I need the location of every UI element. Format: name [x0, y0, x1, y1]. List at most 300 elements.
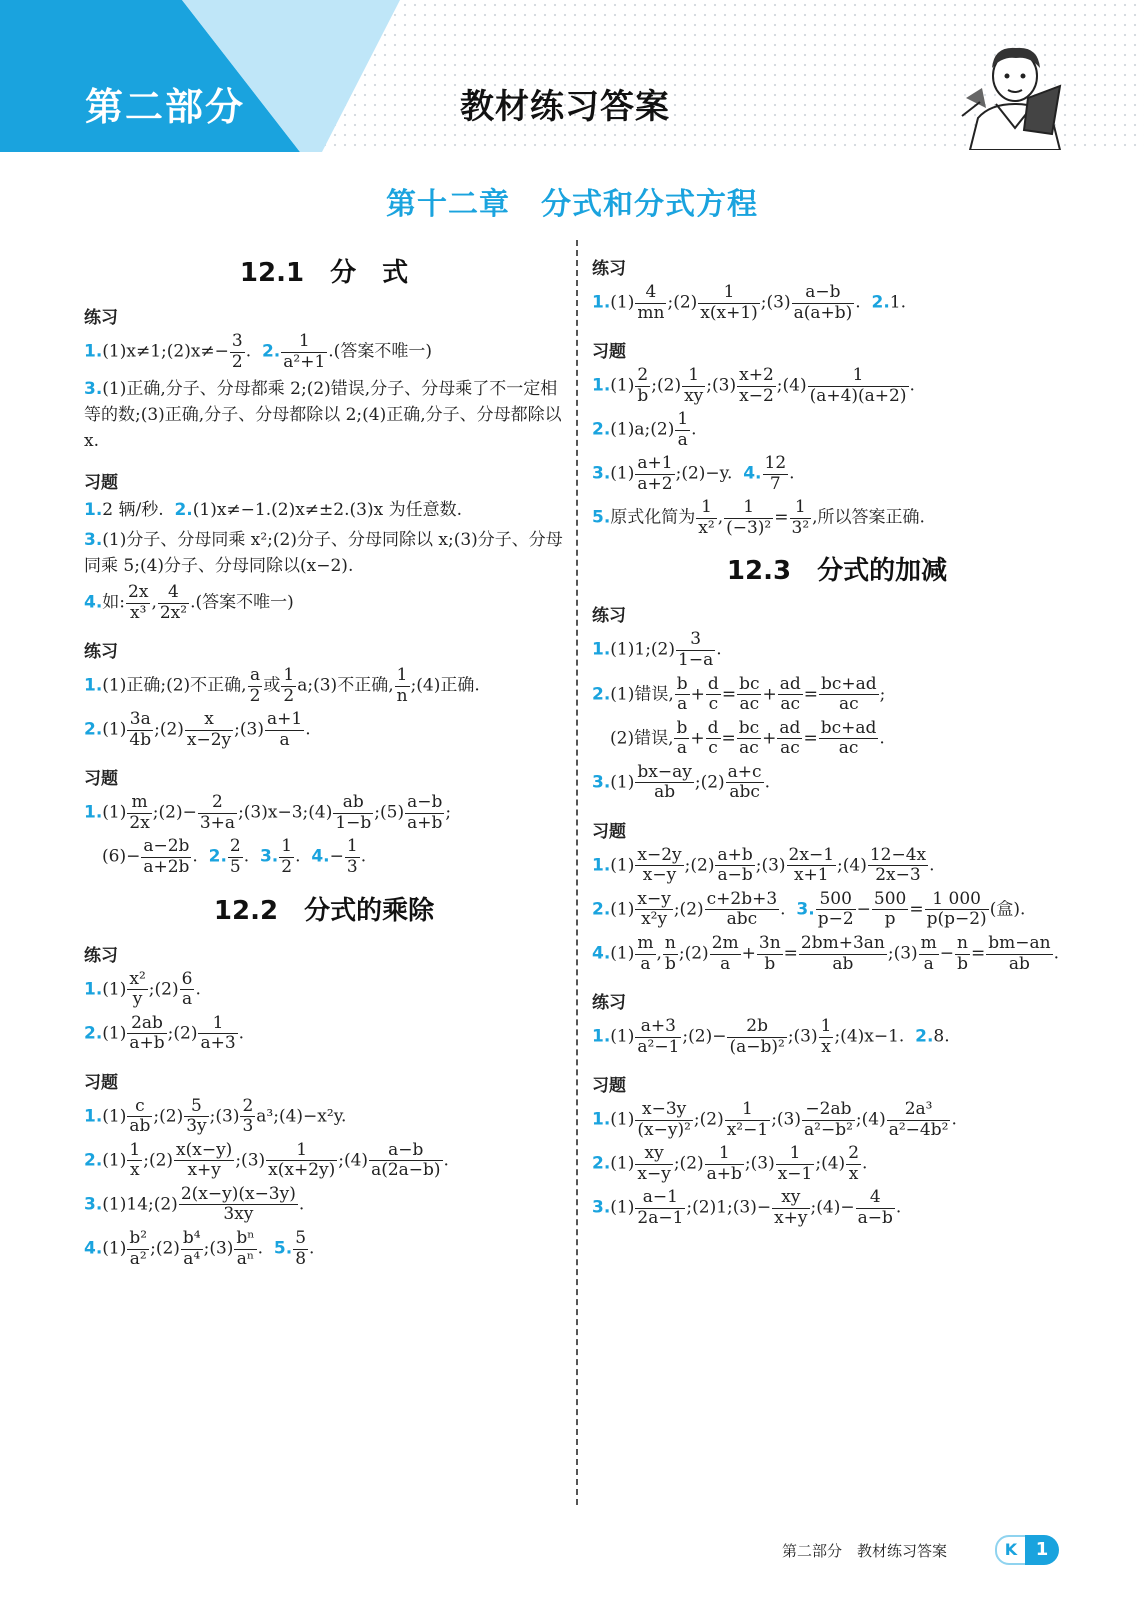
page-header — [0, 0, 1144, 152]
answer-text: ;(2) — [693, 1109, 724, 1130]
answer-line — [84, 970, 564, 1010]
answer-text: . — [862, 1153, 868, 1174]
answer-text: + — [690, 728, 705, 749]
fraction — [405, 793, 444, 833]
numerator: a−2b — [143, 836, 190, 857]
answer-text: ;(2) — [673, 1153, 704, 1174]
fraction — [281, 666, 296, 706]
denominator: 2a−1 — [637, 1207, 684, 1228]
fraction — [705, 1144, 744, 1184]
answer-text: = — [721, 728, 736, 749]
numerator: 3a — [127, 710, 153, 731]
fraction — [737, 366, 776, 406]
numerator: 500 — [873, 888, 907, 909]
numerator: 4 — [856, 1188, 895, 1209]
answer-text: ;(2) — [150, 1238, 180, 1259]
denominator: b — [664, 953, 676, 974]
denominator: 8 — [295, 1248, 307, 1269]
answer-text: (1) — [102, 802, 127, 823]
answer-text: ;(3) — [209, 1106, 240, 1127]
denominator: abc — [726, 909, 758, 930]
fraction — [846, 1144, 861, 1184]
numerator: 1 — [808, 366, 909, 387]
answer-text: − — [856, 899, 871, 920]
answer-number: 1. — [592, 640, 611, 661]
answer-text: ;(4) — [837, 855, 867, 876]
answer-number: 2. — [871, 292, 890, 313]
fraction — [228, 837, 243, 877]
fraction — [126, 583, 150, 623]
fraction — [778, 675, 803, 715]
denominator: x² — [698, 517, 715, 538]
denominator: a — [181, 989, 193, 1010]
answer-line — [84, 1229, 564, 1269]
denominator: a²−b² — [804, 1119, 853, 1140]
denominator: (a+4)(a+2) — [809, 385, 907, 406]
numerator: b⁴ — [182, 1228, 201, 1249]
answer-text: = — [721, 684, 737, 705]
numerator: 2m — [711, 933, 739, 954]
answer-line — [84, 332, 564, 372]
answer-number: 1. — [84, 979, 103, 1000]
numerator: bx−ay — [637, 761, 692, 782]
answer-text: (1) — [610, 899, 635, 920]
answer-line — [592, 498, 1082, 538]
fraction — [787, 846, 836, 886]
numerator: a+1 — [637, 453, 673, 474]
answer-number: 1. — [84, 341, 103, 362]
answer-text: + — [690, 684, 705, 705]
numerator: 2(x−y)(x−3y) — [180, 1183, 296, 1204]
denominator: (−3)² — [726, 517, 772, 538]
numerator: a+b — [717, 844, 753, 865]
fraction — [808, 366, 909, 406]
fraction — [986, 934, 1052, 974]
fraction — [705, 890, 780, 930]
section-title-12-2: 12.2 分式的乘除 — [213, 895, 435, 926]
denominator: a²−1 — [637, 1036, 680, 1057]
numerator: bc+ad — [821, 673, 877, 694]
answer-number: 3. — [796, 899, 815, 920]
fraction — [724, 498, 773, 538]
answer-text: ;(2) — [667, 292, 698, 313]
answer-line — [592, 454, 1082, 494]
answer-text: . — [443, 1150, 449, 1171]
numerator: b — [676, 717, 688, 738]
answer-text: (1)x≠1;(2)x≠− — [102, 341, 229, 362]
answer-number: 2. — [592, 684, 611, 705]
fraction — [763, 454, 789, 494]
answer-text: . — [929, 855, 935, 876]
section-tag: 第二部分 — [85, 85, 246, 129]
denominator: 2 — [283, 685, 295, 706]
numerator: bm−an — [988, 933, 1051, 954]
answer-text: , — [656, 943, 662, 964]
subheading-exercises: 习题 — [592, 342, 626, 363]
denominator: 2x−3 — [875, 865, 921, 886]
denominator: a²+1 — [283, 351, 326, 372]
numerator: 1 — [682, 366, 705, 387]
numerator: 3n — [758, 933, 781, 954]
answer-text: ;(3) — [771, 1109, 801, 1130]
denominator: c — [708, 738, 718, 759]
fraction — [127, 1097, 152, 1137]
answer-number: 1. — [592, 375, 611, 396]
mascot-icon — [960, 38, 1070, 150]
fraction — [715, 846, 754, 886]
answer-text: 2 辆/秒. — [102, 500, 164, 521]
denominator: x(x+2y) — [268, 1160, 336, 1181]
numerator: x−y — [637, 888, 671, 909]
numerator: m — [920, 933, 937, 954]
fraction — [127, 1229, 149, 1269]
answer-text: 1. — [889, 292, 907, 313]
fraction — [635, 763, 693, 803]
denominator: 3xy — [223, 1204, 254, 1225]
denominator: p(p−2) — [926, 909, 987, 930]
answer-text: (1)错误, — [610, 684, 674, 705]
numerator: −2ab — [802, 1100, 855, 1121]
numerator: n — [664, 933, 676, 954]
fraction — [635, 934, 655, 974]
denominator: 1−b — [335, 812, 372, 833]
numerator: x+2 — [739, 365, 774, 386]
page-title: 教材练习答案 — [460, 87, 670, 127]
numerator: a+c — [727, 761, 762, 782]
answer-text: ;(3) — [760, 292, 791, 313]
fraction — [198, 1014, 237, 1054]
answer-text: 或 — [263, 675, 281, 696]
answer-number: 3. — [259, 847, 279, 868]
fraction — [663, 934, 678, 974]
numerator: ad — [779, 717, 801, 738]
fraction — [395, 666, 410, 706]
answer-text: = — [909, 899, 924, 920]
answer-text: . — [691, 419, 697, 440]
numerator: 2 — [198, 793, 237, 814]
denominator: ab — [129, 1116, 151, 1137]
subheading-exercises: 习题 — [84, 769, 118, 790]
numerator: bc+ad — [820, 717, 877, 738]
numerator: a−1 — [635, 1188, 685, 1209]
denominator: b — [957, 953, 968, 974]
fraction — [790, 498, 812, 538]
answer-text: ;(2) — [651, 375, 682, 396]
numerator: xy — [635, 1144, 672, 1165]
answer-text: = — [774, 507, 789, 528]
subheading-exercises: 习题 — [592, 821, 626, 842]
answer-text: (2)错误, — [610, 728, 674, 749]
denominator: 2 — [281, 857, 293, 878]
numerator: d — [707, 673, 719, 694]
fraction — [279, 837, 294, 877]
numerator: 1 — [705, 1144, 744, 1165]
answer-line — [592, 846, 1082, 886]
subheading-exercises: 习题 — [84, 473, 118, 494]
answer-number: 3. — [592, 772, 611, 793]
answer-text: (1) — [610, 772, 635, 793]
answer-text: (1)a;(2) — [610, 419, 675, 440]
fraction — [725, 1100, 770, 1140]
denominator: a — [677, 429, 688, 450]
denominator: ac — [838, 738, 859, 759]
right-column — [592, 240, 1082, 1233]
answer-number: 2. — [592, 419, 611, 440]
numerator: 1 — [696, 498, 716, 519]
answer-text: (1) — [102, 1238, 127, 1259]
denominator: x−y — [642, 865, 677, 886]
answer-text: ; — [879, 684, 886, 705]
denominator: 3 — [242, 1116, 254, 1137]
answer-text: (1) — [610, 943, 635, 964]
answer-text: . — [309, 1238, 315, 1259]
fraction — [955, 934, 970, 974]
numerator: 1 — [820, 1016, 832, 1037]
answer-line — [592, 630, 1082, 670]
denominator: x(x+1) — [700, 302, 758, 323]
numerator: 5 — [184, 1097, 208, 1118]
answer-text: ;(3) — [755, 855, 786, 876]
fraction — [776, 1144, 815, 1184]
answer-number: 4. — [84, 592, 103, 613]
answer-number: 3. — [592, 1197, 611, 1218]
answer-text: . — [895, 1197, 902, 1218]
answer-text: . — [243, 847, 250, 868]
numerator: ab — [333, 793, 373, 814]
denominator: 4b — [129, 729, 152, 750]
answer-text: ;(3)x−3;(4) — [238, 802, 333, 823]
fraction — [682, 366, 705, 406]
numerator: 12−4x — [869, 844, 927, 865]
denominator: y — [132, 989, 143, 1010]
subheading-practice: 练习 — [84, 642, 118, 663]
denominator: b — [764, 953, 776, 974]
fraction — [185, 710, 233, 750]
numerator: 12 — [764, 453, 787, 474]
answer-number: 3. — [592, 463, 611, 484]
subheading-exercises: 习题 — [592, 1076, 626, 1097]
denominator: a — [279, 729, 290, 750]
answer-text: ;(2)1;(3)− — [686, 1197, 772, 1218]
fraction — [184, 1097, 208, 1137]
fraction — [706, 719, 721, 759]
answer-number: 1. — [592, 1109, 611, 1130]
denominator: p−2 — [817, 909, 854, 930]
denominator: c — [708, 694, 719, 715]
numerator: a−b — [792, 283, 855, 304]
answer-text: . — [764, 772, 770, 793]
answer-number: 1. — [84, 675, 103, 696]
fraction — [635, 846, 683, 886]
fraction — [737, 719, 761, 759]
answer-text: . — [360, 847, 367, 868]
numerator: x — [185, 710, 233, 731]
page-number: 1 — [1025, 1535, 1059, 1565]
answer-number: 2. — [915, 1026, 934, 1047]
numerator: bc — [739, 673, 760, 694]
chapter-title: 第十二章 分式和分式方程 — [386, 187, 758, 222]
numerator: 2 — [242, 1095, 254, 1116]
answer-number: 4. — [84, 1238, 103, 1259]
answer-text: , — [717, 507, 724, 528]
numerator: 1 — [281, 332, 327, 353]
denominator: a+b — [706, 1163, 742, 1184]
numerator: 1 — [395, 666, 410, 687]
answer-text: (1) — [610, 1153, 635, 1174]
numerator: 1 — [725, 1100, 770, 1121]
fraction — [635, 283, 666, 323]
fraction — [333, 793, 373, 833]
fraction — [635, 1100, 693, 1140]
denominator: a+b — [407, 812, 443, 833]
numerator: 4 — [635, 283, 666, 304]
fraction — [265, 710, 304, 750]
denominator: 3 — [346, 857, 358, 878]
answer-text: (1)x≠−1.(2)x≠±2.(3)x 为任意数. — [192, 500, 462, 521]
fraction — [635, 890, 672, 930]
numerator: 1 — [281, 836, 293, 857]
denominator: xy — [684, 385, 704, 406]
denominator: x — [848, 1163, 859, 1184]
numerator: 500 — [816, 890, 856, 911]
answer-text: (1)14;(2) — [102, 1194, 178, 1215]
fraction — [676, 630, 715, 670]
denominator: ac — [739, 738, 759, 759]
answer-text: − — [939, 943, 955, 964]
fraction — [158, 583, 189, 623]
answer-text: ;(4)− — [810, 1197, 855, 1218]
numerator: 6 — [181, 968, 193, 989]
fraction — [819, 1017, 834, 1057]
denominator: mn — [637, 302, 665, 323]
denominator: (a−b)² — [729, 1036, 785, 1057]
fraction — [179, 1185, 298, 1225]
answer-text: ;(2) — [684, 855, 715, 876]
denominator: ac — [780, 738, 800, 759]
answer-text: (6)− — [102, 847, 141, 868]
fraction — [674, 719, 689, 759]
answer-text: . — [780, 899, 786, 920]
denominator: 3y — [186, 1116, 207, 1137]
answer-text: ;(2) — [153, 1106, 184, 1127]
answer-number: 3. — [84, 1194, 103, 1215]
fraction — [281, 332, 327, 372]
answer-number: 2. — [84, 1150, 103, 1171]
denominator: x+y — [187, 1160, 221, 1181]
numerator: 1 — [724, 498, 773, 519]
numerator: a−b — [369, 1141, 442, 1162]
subheading-practice: 练习 — [592, 993, 626, 1014]
numerator: m — [637, 933, 654, 954]
answer-text: . — [295, 847, 301, 868]
fraction — [868, 846, 928, 886]
answer-text: (1)正确,分子、分母都乘 2;(2)错误,分子、分母乘了不一定相等的数;(3)正确,分子、分母都除以 2;(4)正确,分子、分母都除以 x. — [84, 379, 562, 452]
numerator: 2 — [229, 836, 241, 857]
denominator: a+2 — [637, 473, 673, 494]
answer-text: 8. — [933, 1026, 950, 1047]
numerator: 2 — [635, 366, 650, 387]
denominator: x−2 — [739, 385, 774, 406]
fraction — [127, 1014, 166, 1054]
denominator: a² — [129, 1248, 147, 1269]
answer-text: ;(2) — [143, 1150, 174, 1171]
answer-text: ;(4)x−1. — [834, 1026, 905, 1047]
numerator: 2x−1 — [788, 844, 835, 865]
denominator: a — [640, 953, 651, 974]
fraction — [174, 1141, 234, 1181]
answer-number: 1. — [592, 1026, 611, 1047]
numerator: 2x — [128, 582, 149, 603]
answer-text: , — [151, 592, 157, 613]
numerator: 1 — [266, 1141, 337, 1162]
numerator: 5 — [295, 1228, 307, 1249]
denominator: ac — [780, 694, 801, 715]
answer-text: ; — [445, 802, 452, 823]
denominator: x−y — [637, 1163, 671, 1184]
denominator: 2 — [249, 685, 261, 706]
denominator: a — [676, 738, 687, 759]
answer-text: . — [245, 341, 252, 362]
answer-text: . — [1053, 943, 1059, 964]
answer-number: 2. — [174, 500, 193, 521]
fraction — [919, 934, 939, 974]
answer-line — [592, 366, 1082, 406]
fraction — [141, 837, 191, 877]
answer-text: (1)1;(2) — [610, 640, 676, 661]
denominator: a(a+b) — [793, 302, 853, 323]
answer-number: 2. — [84, 1023, 103, 1044]
answer-text: ;(2)−y. — [675, 463, 733, 484]
denominator: 1−a — [678, 650, 714, 671]
page-badge — [995, 1535, 1061, 1563]
denominator: x³ — [130, 602, 147, 623]
numerator: d — [707, 717, 719, 738]
subheading-practice: 练习 — [84, 308, 118, 328]
fraction — [635, 454, 674, 494]
numerator: a−b — [407, 792, 443, 813]
answer-line — [592, 1144, 1082, 1184]
numerator: b² — [129, 1228, 148, 1249]
answer-text: ;(2)− — [152, 802, 197, 823]
numerator: 1 — [346, 836, 358, 857]
numerator: n — [957, 933, 968, 954]
numerator: b — [676, 673, 688, 694]
numerator: 2 — [848, 1143, 860, 1164]
answer-text: . — [192, 847, 198, 868]
denominator: a — [677, 694, 688, 715]
answer-line — [84, 1141, 564, 1181]
fraction — [856, 1188, 895, 1228]
fraction — [181, 1229, 203, 1269]
answer-text: ;(2) — [167, 1023, 198, 1044]
answer-text: (1) — [102, 979, 127, 1000]
answer-number: 1. — [592, 855, 611, 876]
answer-number: 2. — [208, 847, 227, 868]
answer-number: 2. — [592, 899, 611, 920]
answer-text: ;(2) — [154, 719, 184, 740]
denominator: ab — [654, 782, 676, 803]
denominator: (x−y)² — [637, 1119, 691, 1140]
answer-line — [592, 890, 1082, 930]
denominator: x+1 — [793, 865, 829, 886]
answer-text: ;(3) — [234, 719, 264, 740]
answer-number: 4. — [592, 943, 611, 964]
answer-text: + — [741, 943, 756, 964]
answer-number: 2. — [261, 341, 281, 362]
answer-text: = — [803, 728, 818, 749]
numerator: x(x−y) — [176, 1139, 233, 1160]
answer-text: . — [789, 463, 795, 484]
